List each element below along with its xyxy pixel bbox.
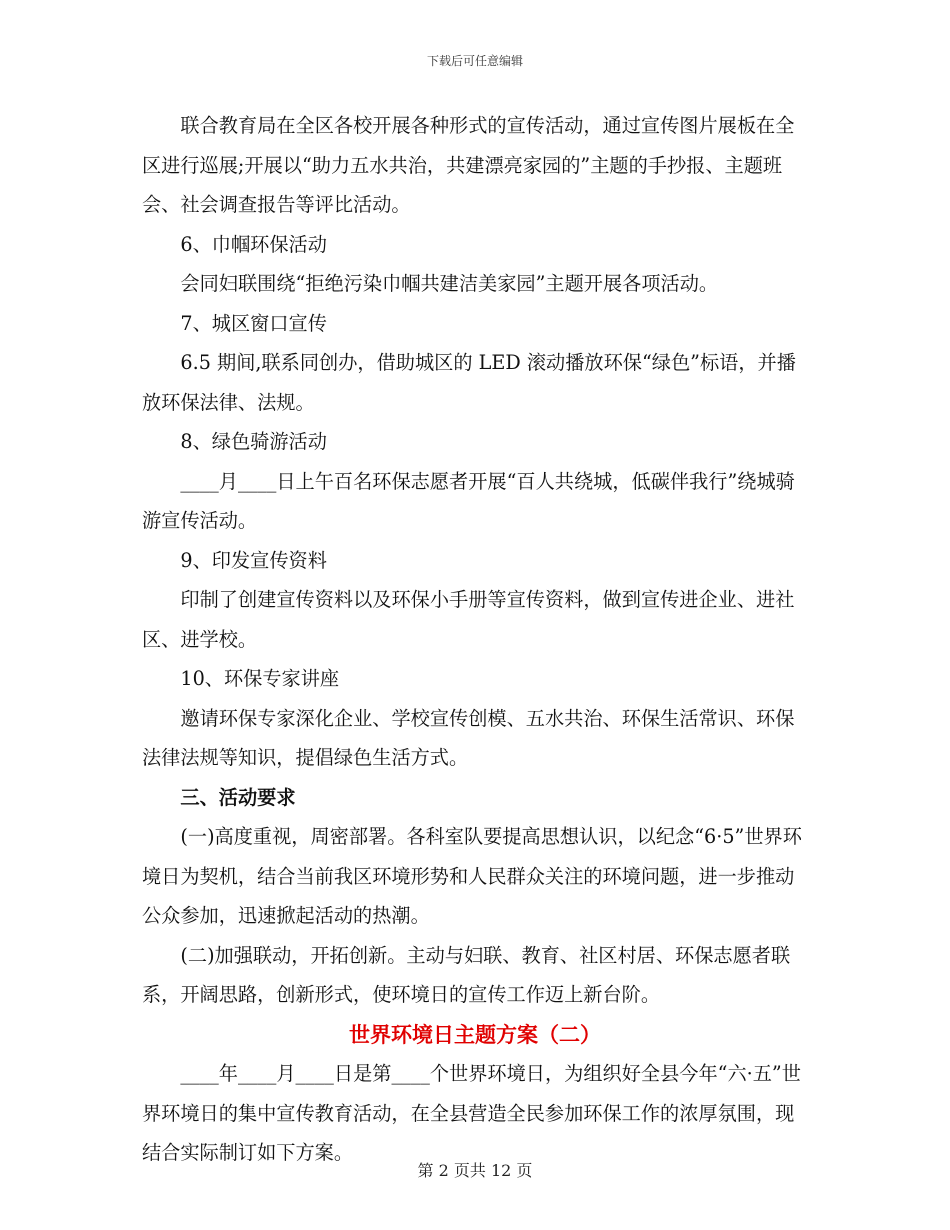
heading-green-cycling: 8、绿色骑游活动 (180, 430, 327, 453)
section-heading-requirements: 三、活动要求 (180, 785, 296, 809)
paragraph-print-materials: 印制了创建宣传资料以及环保小手册等宣传资料，做到宣传进企业、进社区、进学校。 (142, 588, 795, 651)
paragraph-requirement-2: (二)加强联动，开拓创新。主动与妇联、教育、社区村居、环保志愿者联系，开阔思路，创新形式，使环境日的宣传工作迈上新台阶。 (142, 943, 791, 1006)
paragraph-requirement-1: (一)高度重视，周密部署。各科室队要提高思想认识，以纪念“6·5”世界环境日为契机，结合当前我区环境形势和人民群众关注的环境问题，进一步推动公众参加，迅速掀起活动的热潮。 (142, 825, 802, 927)
paragraph-green-cycling: ____月____日上午百名环保志愿者开展“百人共绕城，低碳伴我行”绕城骑游宣传活动。 (142, 469, 795, 532)
paragraph-women-activity: 会同妇联围绕“拒绝污染巾帼共建洁美家园”主题开展各项活动。 (180, 272, 719, 295)
heading-print-materials: 9、印发宣传资料 (180, 548, 327, 572)
heading-window-publicity: 7、城区窗口宣传 (180, 311, 327, 335)
heading-expert-lecture: 10、环保专家讲座 (180, 667, 340, 690)
page-footer: 第 2 页共 12 页 (417, 1161, 533, 1180)
paragraph-expert-lecture: 邀请环保专家深化企业、学校宣传创模、五水共治、环保生活常识、环保法律法规等知识，提倡绿色生活方式。 (142, 706, 795, 769)
page-header: 下载后可任意编辑 (426, 54, 523, 68)
paragraph-education-campaign: 联合教育局在全区各校开展各种形式的宣传活动，通过宣传图片展板在全区进行巡展;开展以“助力五水共治，共建漂亮家园的”主题的手抄报、主题班会、社会调查报告等评比活动。 (142, 114, 795, 216)
document-body (142, 106, 808, 1173)
document-title: 世界环境日主题方案（二） (349, 1021, 601, 1047)
heading-women-activity: 6、巾帼环保活动 (180, 232, 327, 256)
paragraph-intro-plan: ____年____月____日是第____个世界环境日，为组织好全县今年“六·五”世界环境日的集中宣传教育活动，在全县营造全民参加环保工作的浓厚氛围，现结合实际制订如下方案。 (142, 1062, 801, 1164)
paragraph-window-publicity: 6.5 期间,联系同创办，借助城区的 LED 滚动播放环保“绿色”标语，并播放环保法律、法规。 (142, 351, 796, 414)
